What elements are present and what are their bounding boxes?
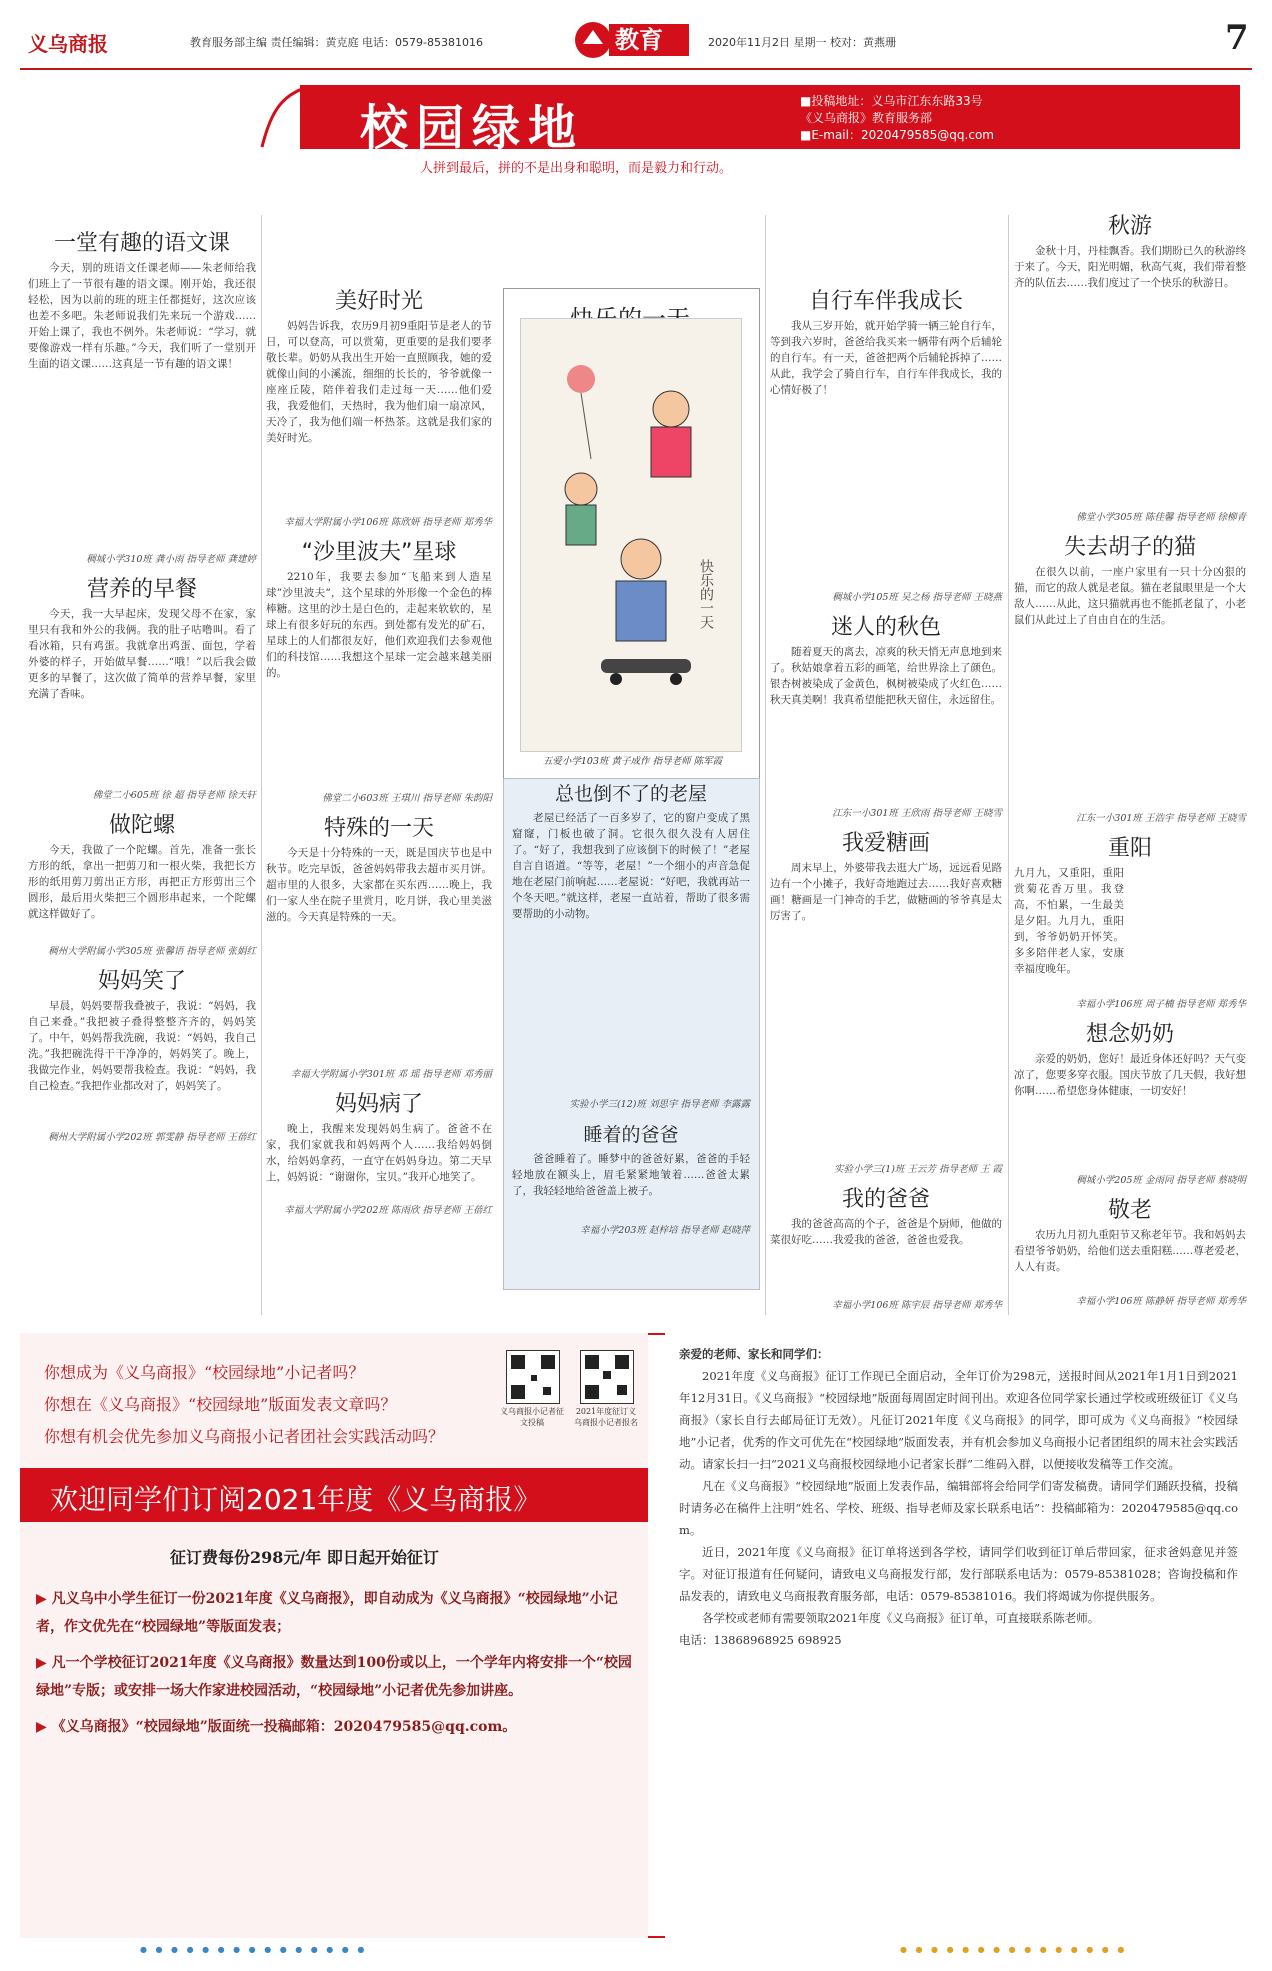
column-divider	[765, 215, 766, 1315]
ad-benefits	[36, 1585, 636, 1741]
banner-title: 校园绿地	[360, 100, 585, 156]
article-title: 总也倒不了的老屋	[554, 783, 707, 805]
article-body: 在很久以前，一座户家里有一只十分凶狠的猫，而它的敌人就是老鼠。猫在老鼠眼里是一个大敌人……从此，这只猫就再也不能抓老鼠了，小老鼠们从此过上了自由自在的生活。	[1014, 566, 1246, 626]
article	[770, 289, 1002, 606]
article-byline: 江东一小301班 王欣雨 指导老师 王晓雪	[832, 808, 1002, 819]
article	[28, 813, 256, 960]
ad-fee: 征订费每份298元/年 即日起开始征订	[170, 1548, 439, 1567]
qr-code-icon	[507, 1351, 559, 1403]
letter-greeting: 亲爱的老师、家长和同学们：	[679, 1347, 829, 1361]
article	[770, 831, 1002, 1178]
article	[266, 540, 492, 807]
ad-benefit-item: ▶ 凡义乌中小学生征订一份2021年度《义乌商报》，即自动成为《义乌商报》“校园绿地”小记者，作文优先在“校园绿地”等版面发表；	[36, 1591, 618, 1635]
banner-slogan: 人拼到最后，拼的不是出身和聪明，而是毅力和行动。	[420, 161, 733, 176]
article-body: 妈妈告诉我，农历9月初9重阳节是老人的节日，可以登高，可以赏菊，更重要的是我们要孝敬长辈。奶奶从我出生开始一直照顾我，她的爱就像山间的小溪流，细细的长长的，爷爷就像一座座丘陵，陪伴着我们走过每一天……他们爱我，我爱他们，天热时，我为他们扇一扇凉风，天冷了，我为他们端一杯热茶。这就是我们家的美好时光。	[266, 320, 492, 444]
article-byline: 幸福大学附属小学301班 邓 瑶 指导老师 邓秀丽	[290, 1069, 492, 1080]
article-title: “沙里波夫”星球	[301, 540, 457, 565]
column-2	[266, 290, 492, 1233]
article-title: 重阳	[1107, 836, 1152, 861]
article-byline: 稠城小学205班 金雨同 指导老师 蔡晓明	[1076, 1175, 1246, 1186]
article-byline: 佛堂二小605班 徐 超 指导老师 徐天轩	[92, 790, 256, 801]
article-byline: 稠州大学附属小学305班 张馨语 指导老师 张娟红	[48, 946, 256, 957]
article-title: 一堂有趣的语文课	[53, 231, 230, 256]
qr-code[interactable]	[580, 1350, 634, 1404]
article-body: 今天，我做了一个陀螺。首先，准备一张长方形的纸，拿出一把剪刀和一根火柴，我把长方形的纸用剪刀剪出正方形，再把正方形剪出三个圆形，最后用火柴把三个圆形串起来，一个陀螺就这样做好了。	[28, 844, 256, 920]
article	[1014, 1198, 1246, 1310]
article-byline: 稠城小学310班 龚小雨 指导老师 龚建婷	[86, 554, 256, 565]
qr-code-icon	[581, 1351, 633, 1403]
article-body: 今天是十分特殊的一天，既是国庆节也是中秋节。吃完早饭，爸爸妈妈带我去超市买月饼。超市里的人很多，大家都在买东西……晚上，我们一家人坐在院子里赏月，吃月饼，我心里美滋滋的。今天真是特殊的一天。	[266, 847, 492, 923]
article-body: 亲爱的奶奶，您好！最近身体还好吗？天气变凉了，您要多穿衣服。国庆节放了几天假，我好想你啊……希望您身体健康，一切安好！	[1014, 1053, 1246, 1097]
article-byline: 实验小学三(12)班 刘思宇 指导老师 李露露	[569, 1099, 750, 1110]
article-body: 今天，我一大早起床，发现父母不在家，家里只有我和外公的我俩。我的肚子咕噜叫。看了看冰箱，只有鸡蛋。我就拿出鸡蛋、面包，学着外婆的样子，开始做早餐……“哦！”以后我会做更多的早餐了，这次做了简单的营养早餐，家里充满了香味。	[28, 608, 256, 700]
column-1	[28, 232, 256, 1160]
article	[28, 577, 256, 804]
article-byline: 幸福大学附属小学202班 陈雨欣 指导老师 王蓓红	[284, 1205, 492, 1216]
article	[1014, 836, 1246, 1013]
article-title: 营养的早餐	[86, 577, 197, 602]
article-byline: 佛堂二小603班 王琪川 指导老师 朱韵阳	[322, 793, 492, 804]
article-body: 2210年，我要去参加“飞船来到人造星球”沙里波夫”，这个星球的外形像一个金色的棒棒糖。这里的沙土是白色的，走起来软软的，星球上有很多好玩的东西。到处都有发光的矿石，星球上的人们都很友好，他们欢迎我们去参观他们的科技馆……我想这个星球一定会越来越美丽的。	[266, 571, 492, 679]
article-title: 失去胡子的猫	[1063, 535, 1196, 560]
article-byline: 稠州大学附属小学202班 郭雯静 指导老师 王蓓红	[48, 1132, 256, 1143]
section-badge-label: 教育	[615, 26, 663, 54]
article-body: 我从三岁开始，就开始学骑一辆三轮自行车，等到我六岁时，爸爸给我买来一辆带有两个后辅轮的自行车。有一天，爸爸把两个后辅轮拆掉了……从此，我学会了骑自行车，自行车伴我成长，我的心情好极了！	[770, 320, 1002, 396]
article-title: 妈妈笑了	[97, 969, 186, 994]
column-5	[1014, 215, 1246, 1324]
article	[1014, 1022, 1246, 1189]
article	[770, 615, 1002, 822]
editor-info: 教育服务部主编 责任编辑：黄克庭 电话：0579-85381016	[190, 36, 483, 49]
center-stories	[512, 782, 750, 1253]
article-body: 金秋十月，丹桂飘香。我们期盼已久的秋游终于来了。今天，阳光明媚，秋高气爽，我们带着整齐的队伍去……我们度过了一个快乐的秋游日。	[1014, 245, 1246, 289]
article-body: 老屋已经活了一百多岁了，它的窗户变成了黑窟窿，门板也破了洞。它很久很久没有人居住了。“好了，我想我到了应该倒下的时候了！”老屋自言自语道。“等等，老屋！”一个细小的声音急促地在老屋门前响起……老屋说：“好吧，我就再站一个冬天吧。”就这样，老屋一直站着，帮助了很多需要帮助的小动物。	[512, 812, 750, 920]
article-body: 晚上，我醒来发现妈妈生病了。爸爸不在家，我们家就我和妈妈两个人……我给妈妈倒水，给妈妈拿药，一直守在妈妈身边。第二天早上，妈妈说：“谢谢你，宝贝。”我开心地笑了。	[266, 1123, 492, 1183]
article-body: 我的爸爸高高的个子，爸爸是个厨师，他做的菜很好吃……我爱我的爸爸，爸爸也爱我。	[770, 1218, 1002, 1246]
ad-question: 你想成为《义乌商报》“校园绿地”小记者吗？	[44, 1363, 365, 1382]
article	[770, 1187, 1002, 1314]
letter-phone: 电话：13868968925 698925	[679, 1633, 842, 1647]
article-byline: 幸福大学附属小学106班 陈欣妍 指导老师 郑秀华	[284, 517, 492, 528]
article-title: 我的爸爸	[841, 1187, 930, 1212]
qr-caption: 2021年度征订义乌商报小记者报名	[574, 1407, 638, 1427]
article-title: 敬老	[1107, 1198, 1152, 1223]
article-body: 九月九，又重阳，重阳赏菊花香万里。我登高，不怕累，一生最美是夕阳。九月九，重阳到，爷爷奶奶开怀笑。多多陪伴老人家，安康幸福度晚年。	[1014, 867, 1124, 975]
article-byline: 实验小学三(1)班 王云芳 指导老师 王 霞	[833, 1164, 1002, 1175]
banner-flourish	[260, 85, 310, 149]
article-title: 我爱糖画	[841, 831, 930, 856]
article-title: 秋游	[1107, 214, 1152, 239]
letter-paragraph: 凡在《义乌商报》“校园绿地”版面上发表作品，编辑部将会给同学们寄发稿费。请同学们踊跃投稿，投稿时请务必在稿件上注明“姓名、学校、班级、指导老师及家长联系电话”：投稿邮箱为：2020479585@qq.com。	[679, 1479, 1238, 1537]
page-number: 7	[1225, 18, 1249, 58]
article-byline: 幸福小学203班 赵梓培 指导老师 赵晓萍	[580, 1225, 750, 1236]
letter-paragraph: 近日，2021年度《义乌商报》征订单将送到各学校，请同学们收到征订单后带回家，征求爸妈意见并签字。对征订报道有任何疑问，请致电义乌商报发行部，发行部联系电话为：0579-85381028；咨询投稿和作品发表的，请致电义乌商报教育服务部，电话：0579-85381016。我们将竭诚为你提供服务。	[679, 1545, 1238, 1603]
qr-code[interactable]	[506, 1350, 560, 1404]
letter-paragraph: 2021年度《义乌商报》征订工作现已全面启动，全年订价为298元，送报时间从2021年1月1日到2021年12月31日。《义乌商报》“校园绿地”版面每周固定时间刊出。欢迎各位同学家长通过学校或班级征订《义乌商报》（家长自行去邮局征订无效）。凡征订2021年度《义乌商报》的同学，即可成为《义乌商报》“校园绿地”小记者，优秀的作文可优先在“校园绿地”版面发表，并有机会参加义乌商报小记者团组织的周末社会实践活动。请家长扫一扫“2021义乌商报校园绿地小记者家长群”二维码入群，以便接收发稿等工作交流。	[679, 1369, 1238, 1471]
article-title: 特殊的一天	[323, 816, 434, 841]
article-byline: 幸福小学106班 陈静妍 指导老师 郑秀华	[1076, 1296, 1246, 1307]
article-title: 睡着的爸爸	[583, 1124, 679, 1146]
article-title: 迷人的秋色	[830, 615, 941, 640]
column-divider	[261, 215, 262, 1315]
article-body: 农历九月初九重阳节又称老年节。我和妈妈去看望爷爷奶奶，给他们送去重阳糕……尊老爱老，人人有责。	[1014, 1229, 1246, 1273]
svg-text:快乐的一天: 快乐的一天	[698, 559, 714, 629]
ad-headline: 欢迎同学们订阅2021年度《义乌商报》	[50, 1483, 542, 1516]
banner-contact: ■投稿地址：义乌市江东东路33号 《义乌商报》教育服务部 ■E-mail：2020479585@qq.com	[800, 94, 994, 142]
painting-illustration	[521, 319, 741, 751]
article	[28, 231, 256, 568]
ad-benefit-item: ▶ 凡一个学校征订2021年度《义乌商报》数量达到100份或以上，一个学年内将安排一个“校园绿地”专版；或安排一场大作家进校园活动，“校园绿地”小记者优先参加讲座。	[36, 1655, 632, 1699]
article-body: 今天，别的班语文任课老师——朱老师给我们班上了一节很有趣的语文课。刚开始，我还很轻松，因为以前的班的班主任都挺好，这次应该也差不多吧。朱老师说我们先来玩一个游戏……开始上课了，我也不例外。朱老师说：“学习，就要像游戏一样有乐趣。”今天，我们听了一堂别开生面的语文课……这真是一节有趣的语文课！	[28, 262, 256, 370]
footer-dots: ● ● ● ● ● ● ● ● ● ● ● ● ● ● ●	[140, 1945, 368, 1954]
article-byline: 佛堂小学305班 陈佳馨 指导老师 徐柳青	[1076, 512, 1246, 523]
date-info: 2020年11月2日 星期一 校对：黄燕珊	[708, 36, 896, 49]
ad-headline-bar	[20, 1468, 648, 1522]
article-byline: 稠城小学105班 吴之杨 指导老师 王晓燕	[832, 592, 1002, 603]
article	[1014, 535, 1246, 827]
article	[266, 816, 492, 1083]
child-painting	[520, 318, 742, 752]
article-body: 周末早上，外婆带我去逛大广场，远远看见路边有一个小摊子，我好奇地跑过去……我好喜欢糖画！糖画是一门神奇的手艺，做糖画的爷爷真是太厉害了。	[770, 862, 1002, 922]
section-banner	[300, 85, 1240, 176]
letter-paragraph: 各学校或老师有需要领取2021年度《义乌商报》征订单，可直接联系陈老师。	[702, 1611, 1100, 1625]
article-title: 美好时光	[334, 289, 423, 314]
article-byline: 幸福小学106班 陈宇辰 指导老师 郑秀华	[832, 1300, 1002, 1311]
article-byline: 幸福小学106班 周子楠 指导老师 郑秀华	[1076, 999, 1246, 1010]
article-body: 早晨，妈妈要帮我叠被子，我说：“妈妈，我自己来叠。”我把被子叠得整整齐齐的，妈妈笑了。中午，妈妈帮我洗碗，我说：“妈妈，我自己洗。”我把碗洗得干干净净的，妈妈笑了。晚上，我做完作业，妈妈要帮我检查。我说：“妈妈，我自己检查。”我把作业都改对了，妈妈笑了。	[28, 1000, 256, 1092]
article-byline: 江东一小301班 王浩宇 指导老师 王晓雪	[1076, 813, 1246, 824]
column-divider	[1008, 215, 1009, 1315]
article	[266, 289, 492, 531]
newspaper-logo: 义乌商报	[28, 32, 108, 56]
article	[266, 1092, 492, 1219]
footer-dots: ● ● ● ● ● ● ● ● ● ● ● ● ● ● ●	[900, 1945, 1128, 1954]
ad-letter	[665, 1333, 1252, 1938]
page-header	[0, 0, 1272, 80]
qr-caption: 义乌商报小记者征文投稿	[500, 1407, 564, 1427]
article	[28, 969, 256, 1146]
article-body: 随着夏天的离去，凉爽的秋天悄无声息地到来了。秋姑娘拿着五彩的画笔，给世界涂上了颜色。银杏树被染成了金黄色，枫树被染成了火红色……秋天真美啊！我真希望能把秋天留住，永远留住。	[770, 646, 1002, 706]
painting-caption: 五爱小学103班 黄子成作 指导老师 陈军霞	[542, 756, 723, 767]
column-4	[770, 290, 1002, 1328]
ad-question: 你想在《义乌商报》“校园绿地”版面发表文章吗？	[44, 1395, 397, 1414]
article-title: 做陀螺	[108, 813, 175, 838]
ad-question: 你想有机会优先参加义乌商报小记者团社会实践活动吗？	[44, 1427, 445, 1446]
article	[1014, 214, 1246, 526]
ad-benefit-item: ▶ 《义乌商报》“校园绿地”版面统一投稿邮箱：2020479585@qq.com。	[36, 1719, 517, 1735]
article-title: 自行车伴我成长	[808, 289, 963, 314]
article-title: 想念奶奶	[1085, 1022, 1174, 1047]
article-body: 爸爸睡着了。睡梦中的爸爸好累，爸爸的手轻轻地放在额头上，眉毛紧紧地皱着……爸爸太累了，我轻轻地给爸爸盖上被子。	[512, 1153, 750, 1197]
header-rule	[20, 68, 1252, 70]
article-title: 妈妈病了	[334, 1092, 423, 1117]
